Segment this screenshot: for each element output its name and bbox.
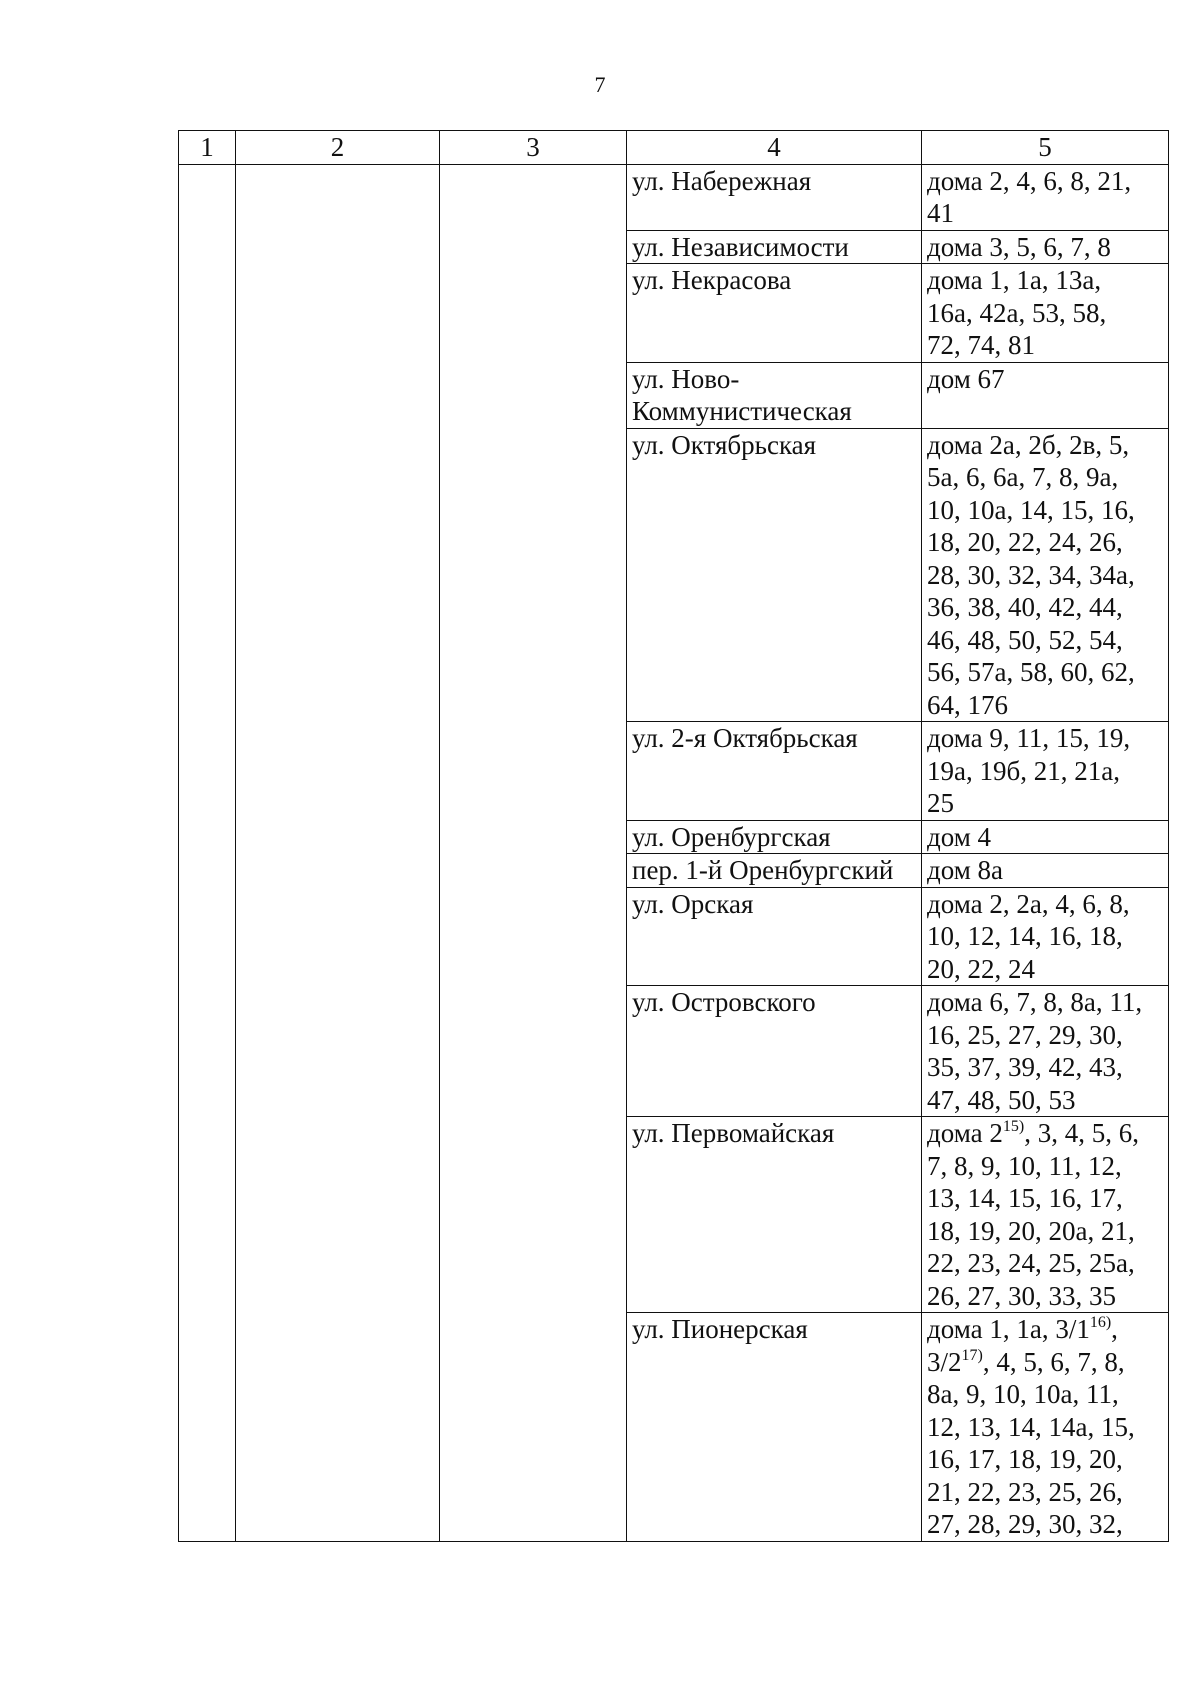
houses-line: 16, 17, 18, 19, 20,	[927, 1444, 1123, 1474]
street-line: ул. Ново-	[632, 363, 740, 394]
footnote-marker: 16)	[1089, 1314, 1112, 1331]
houses-line: 64, 176	[927, 689, 1008, 720]
street-line: ул. Пионерская	[632, 1314, 808, 1344]
houses-line: дома 6, 7, 8, 8а, 11,	[927, 987, 1143, 1017]
houses-line: 5а, 6, 6а, 7, 8, 9а,	[927, 462, 1119, 492]
houses-line: дома 2, 4, 6, 8, 21,	[927, 165, 1132, 196]
column-header-3: 3	[440, 131, 627, 165]
houses-cell	[922, 722, 1169, 821]
houses-line: 10, 10а, 14, 15, 16,	[927, 494, 1135, 525]
houses-line: 16а, 42а, 53, 58,	[927, 297, 1107, 328]
street-line: пер. 1-й Оренбургский	[632, 855, 894, 885]
houses-line: 35, 37, 39, 42, 43,	[927, 1052, 1123, 1082]
houses-line: 10, 12, 14, 16, 18,	[927, 921, 1123, 951]
street-line: ул. Независимости	[632, 231, 849, 262]
houses-line: 46, 48, 50, 52, 54,	[927, 624, 1123, 655]
houses-line: 25	[927, 788, 954, 818]
houses-line: дома 9, 11, 15, 19,	[927, 723, 1131, 753]
street-cell	[627, 362, 922, 428]
empty-column-2-cell	[236, 164, 440, 1541]
address-table	[178, 130, 1169, 1542]
column-header-5: 5	[922, 131, 1169, 165]
houses-line: дома 1, 1а, 3/1$^{16)}$,	[927, 1314, 1118, 1344]
street-line: Коммунистическая	[632, 396, 852, 426]
houses-line: 36, 38, 40, 42, 44,	[927, 592, 1123, 622]
header-row	[179, 131, 1169, 165]
street-line: ул. Орская	[632, 888, 754, 919]
houses-line: 19а, 19б, 21, 21а,	[927, 755, 1120, 786]
column-header-2: 2	[236, 131, 440, 165]
table-row	[179, 164, 1169, 230]
column-header-1: 1	[179, 131, 236, 165]
houses-cell	[922, 1313, 1169, 1542]
houses-line: 18, 20, 22, 24, 26,	[927, 527, 1123, 557]
houses-line: 21, 22, 23, 25, 26,	[927, 1476, 1123, 1507]
street-line: ул. Первомайская	[632, 1118, 835, 1148]
houses-line: 7, 8, 9, 10, 11, 12,	[927, 1150, 1122, 1181]
houses-cell	[922, 1117, 1169, 1313]
table-body	[179, 164, 1169, 1541]
footnote-marker: 15)	[1002, 1118, 1025, 1135]
houses-line: дом 4	[927, 821, 992, 852]
street-cell	[627, 428, 922, 722]
street-cell	[627, 887, 922, 986]
houses-cell	[922, 820, 1169, 854]
street-line: ул. Набережная	[632, 165, 812, 196]
houses-line: дома 2$^{15)}$, 3, 4, 5, 6,	[927, 1118, 1139, 1148]
houses-line: дома 1, 1а, 13а,	[927, 265, 1102, 295]
houses-line: 41	[927, 198, 954, 228]
houses-line: 28, 30, 32, 34, 34а,	[927, 559, 1135, 590]
houses-line: 22, 23, 24, 25, 25а,	[927, 1248, 1135, 1278]
houses-cell	[922, 264, 1169, 363]
footnote-marker: 17)	[961, 1346, 983, 1364]
empty-column-1-cell	[179, 164, 236, 1541]
houses-line: дома 3, 5, 6, 7, 8	[927, 231, 1111, 262]
houses-cell	[922, 887, 1169, 986]
houses-line: 16, 25, 27, 29, 30,	[927, 1019, 1123, 1050]
empty-column-3-cell	[440, 164, 627, 1541]
street-cell	[627, 820, 922, 854]
houses-line: 72, 74, 81	[927, 330, 1035, 360]
houses-cell	[922, 428, 1169, 722]
houses-line: 47, 48, 50, 53	[927, 1084, 1076, 1115]
street-cell	[627, 854, 922, 888]
street-line: ул. 2-я Октябрьская	[632, 723, 858, 753]
houses-line: дома 2а, 2б, 2в, 5,	[927, 429, 1130, 460]
houses-cell	[922, 854, 1169, 888]
houses-line: дом 8а	[927, 855, 1004, 885]
houses-line: 56, 57а, 58, 60, 62,	[927, 657, 1135, 687]
street-cell	[627, 264, 922, 363]
street-line: ул. Островского	[632, 987, 816, 1017]
street-line: ул. Октябрьская	[632, 429, 817, 460]
houses-cell	[922, 230, 1169, 264]
street-cell	[627, 986, 922, 1117]
houses-line: 12, 13, 14, 14а, 15,	[927, 1411, 1135, 1442]
column-header-4: 4	[627, 131, 922, 165]
street-line: ул. Оренбургская	[632, 821, 831, 852]
houses-cell	[922, 362, 1169, 428]
houses-cell	[922, 164, 1169, 230]
houses-cell	[922, 986, 1169, 1117]
houses-line: дома 2, 2а, 4, 6, 8,	[927, 888, 1130, 919]
page-number: 7	[594, 72, 606, 97]
houses-line: 26, 27, 30, 33, 35	[927, 1280, 1116, 1311]
houses-line: дом 67	[927, 363, 1005, 394]
houses-line: 27, 28, 29, 30, 32,	[927, 1509, 1123, 1539]
houses-line: 20, 22, 24	[927, 953, 1035, 984]
houses-line: 18, 19, 20, 20а, 21,	[927, 1215, 1135, 1246]
street-cell	[627, 230, 922, 264]
houses-line: 8а, 9, 10, 10а, 11,	[927, 1379, 1119, 1409]
street-cell	[627, 164, 922, 230]
street-cell	[627, 1313, 922, 1542]
houses-line: 3/2$^{17)}$, 4, 5, 6, 7, 8,	[927, 1346, 1125, 1377]
street-line: ул. Некрасова	[632, 265, 792, 295]
houses-line: 13, 14, 15, 16, 17,	[927, 1183, 1123, 1213]
street-cell	[627, 722, 922, 821]
street-cell	[627, 1117, 922, 1313]
